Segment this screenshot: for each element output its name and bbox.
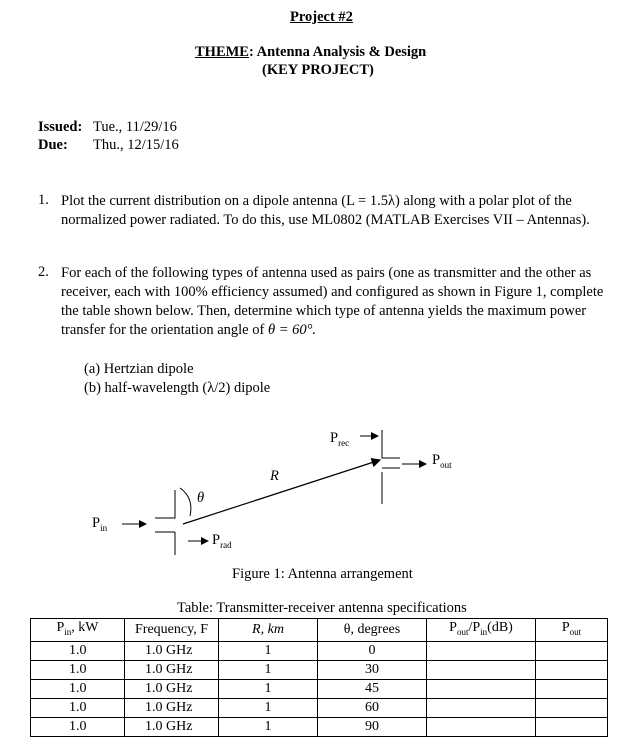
cell-frequency: 1.0 GHz [125,698,219,717]
table-row [31,679,608,698]
cell-r: 1 [219,660,318,679]
rx-antenna-shape [382,430,400,504]
cell-pin: 1.0 [31,641,125,660]
cell-frequency: 1.0 GHz [125,641,219,660]
p-rad-label: $P_{rad}$ [212,532,232,550]
header-pout: $P_{out}$ [536,619,608,642]
table-caption: Table: Transmitter-receiver antenna specifications [177,600,467,616]
cell-r: 1 [219,641,318,660]
cell-ratio [427,641,536,660]
r-label: R [270,468,279,484]
header-ratio: $P_{out}/P_{in}(dB)$ [427,619,536,642]
due-label: Due: [38,137,68,153]
cell-pout [536,660,608,679]
cell-frequency: 1.0 GHz [125,717,219,736]
cell-pin: 1.0 [31,679,125,698]
cell-r: 1 [219,679,318,698]
tx-antenna-shape [155,490,175,555]
option-b: (b) half-wavelength (λ/2) dipole [84,380,271,396]
cell-pin: 1.0 [31,698,125,717]
problem-1-number: 1. [38,192,49,208]
p-rec-label: $P_{rec}$ [330,430,350,448]
cell-pout [536,717,608,736]
table-row [31,660,608,679]
theta-arc [180,488,191,516]
spec-table [30,618,608,737]
figure-caption: Figure 1: Antenna arrangement [232,566,413,582]
problem-2-text [61,264,611,340]
r-line [183,460,380,524]
antenna-figure [80,420,480,560]
problem-2-angle: θ = 60°. [267,322,317,338]
p-out-label: $P_{out}$ [432,452,452,470]
cell-pin: 1.0 [31,717,125,736]
cell-ratio [427,698,536,717]
theme-label: THEME [195,44,249,60]
cell-frequency: 1.0 GHz [125,679,219,698]
p-in-label: $P_{in}$ [92,515,108,533]
cell-theta: 45 [318,679,427,698]
due-value: Thu., 12/15/16 [93,137,179,153]
cell-pout [536,679,608,698]
table-row [31,698,608,717]
table-header-row [31,619,608,642]
cell-r: 1 [219,698,318,717]
cell-theta: 60 [318,698,427,717]
cell-theta: 90 [318,717,427,736]
cell-ratio [427,717,536,736]
issued-value: Tue., 11/29/16 [93,119,177,135]
header-theta: θ, degrees [318,619,427,642]
cell-frequency: 1.0 GHz [125,660,219,679]
key-project: (KEY PROJECT) [262,62,374,78]
theme-line [195,44,426,61]
cell-theta: 0 [318,641,427,660]
problem-2-body: For each of the following types of antenna used as pairs (one as transmitter and the other as receiver, each with 100% efficiency assumed) and configured as shown in Figure 1, complete the table shown below. Then, determine which type of antenna yields the maximum power transfer for the orientation angle of [61,265,604,338]
project-title: Project #2 [290,9,353,25]
cell-ratio [427,660,536,679]
header-r: R, km [219,619,318,642]
table-row [31,717,608,736]
header-pin: $P_{in}$, kW [31,619,125,642]
problem-2-number: 2. [38,264,49,280]
problem-1-text: Plot the current distribution on a dipole antenna (L = 1.5λ) along with a polar plot of the normalized power radiated. To do this, use ML0802 (MATLAB Exercises VII – Antennas). [61,193,590,228]
issued-label: Issued: [38,119,83,135]
theta-label: θ [197,490,205,506]
cell-ratio [427,679,536,698]
cell-r: 1 [219,717,318,736]
cell-pin: 1.0 [31,660,125,679]
cell-theta: 30 [318,660,427,679]
theme-text: : Antenna Analysis & Design [248,44,427,60]
option-a: (a) Hertzian dipole [84,361,194,377]
cell-pout [536,641,608,660]
table-row [31,641,608,660]
cell-pout [536,698,608,717]
header-frequency: Frequency, F [125,619,219,642]
